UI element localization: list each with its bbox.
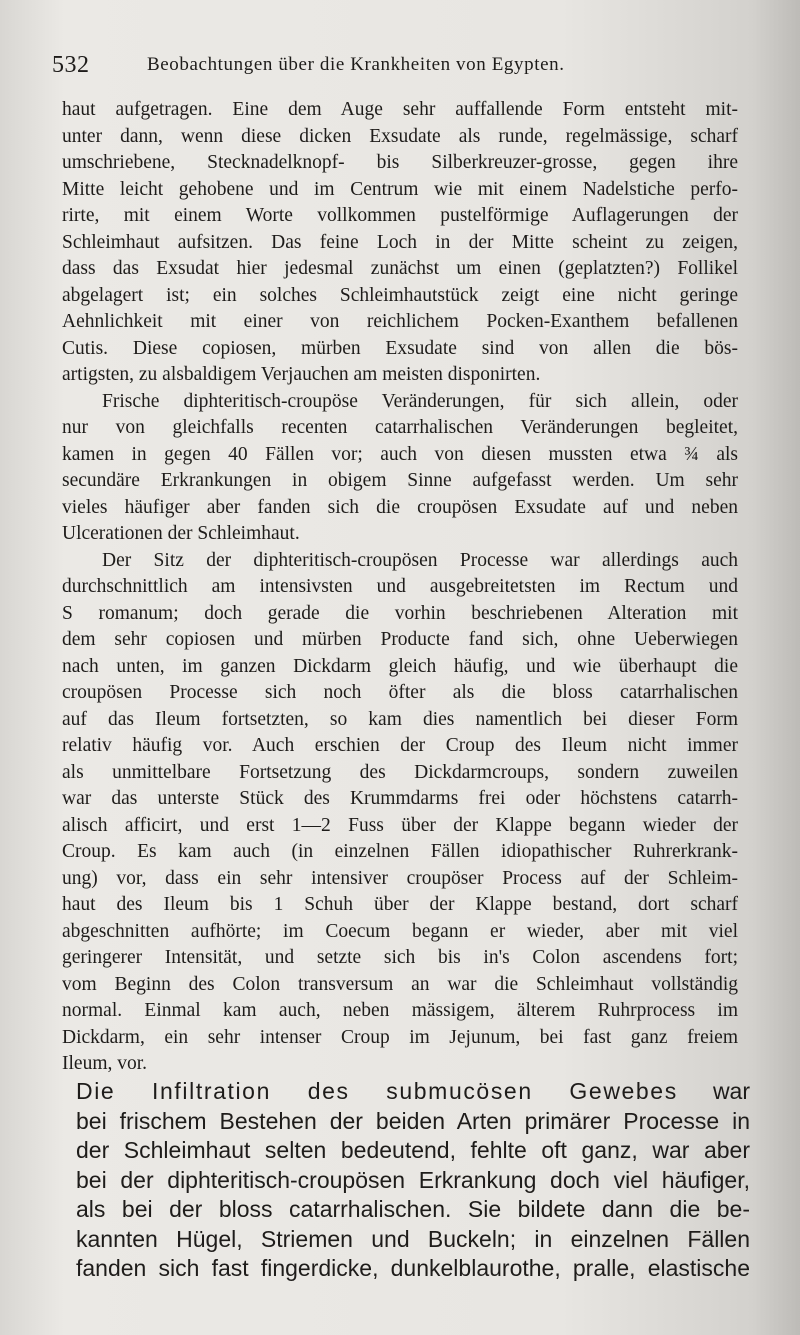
text-line: Dickdarm, ein sehr intenser Croup im Jejunum, bei fast ganz freiem (62, 1026, 738, 1048)
text-line: haut aufgetragen. Eine dem Auge sehr auffallende Form entsteht mit- (62, 99, 738, 120)
text-line: durchschnittlich am intensivsten und ausgebreitetsten im Rectum und (62, 576, 738, 597)
text-line: artigsten, zu alsbaldigem Verjauchen am meisten disponirten. (62, 364, 541, 385)
text-line: nach unten, im ganzen Dickdarm gleich häufig, und wie überhaupt die (62, 655, 738, 677)
body-text (62, 97, 738, 1078)
text-line: Aehnlichkeit mit einer von reichlichem Pocken-Exanthem befallenen (62, 311, 738, 332)
reworked-paragraph (76, 1077, 750, 1284)
reworked-line: bei der diphteritisch-croupösen Erkrankung doch viel häufiger, (76, 1166, 750, 1193)
text-line: alisch afficirt, und erst 1—2 Fuss über der Klappe begann wieder der (62, 814, 738, 836)
text-line: abgeschnitten aufhörte; im Coecum begann er wieder, aber mit viel (62, 920, 738, 942)
text-line: haut des Ileum bis 1 Schuh über der Klappe bestand, dort scharf (62, 894, 738, 915)
spaced-term: Infiltration des submucösen Gewebes (152, 1078, 678, 1104)
text-line: geringerer Intensität, und setzte sich bis in's Colon ascendens fort; (62, 947, 738, 968)
text-line: Schleimhaut aufsitzen. Das feine Loch in der Mitte scheint zu zeigen, (62, 231, 738, 253)
text-line: Cutis. Diese copiosen, mürben Exsudate sind von allen die bös- (62, 337, 738, 359)
text-line: als unmittelbare Fortsetzung des Dickdarmcroups, sondern zuweilen (62, 761, 738, 783)
reworked-line-1 (76, 1077, 750, 1107)
text-line: vom Beginn des Colon transversum an war die Schleimhaut vollständig (62, 973, 738, 995)
text-line: Ulcerationen der Schleimhaut. (62, 523, 300, 544)
text-line: war das unterste Stück des Krummdarms frei oder höchstens catarrh- (62, 788, 738, 809)
reworked-line: bei frischem Bestehen der beiden Arten primärer Processe in (76, 1107, 750, 1134)
text-line: ung) vor, dass ein sehr intensiver croupöser Process auf der Schleim- (62, 867, 738, 889)
text-line: S romanum; doch gerade die vorhin beschriebenen Alteration mit (62, 602, 738, 624)
reworked-line-1-tail: war (677, 1078, 751, 1104)
running-head: Beobachtungen über die Krankheiten von Egypten. (147, 54, 565, 75)
text-line: Mitte leicht gehobene und im Centrum wie mit einem Nadelstiche perfo- (62, 178, 738, 200)
text-line: vieles häufiger aber fanden sich die croupösen Exsudate auf und neben (62, 496, 738, 518)
text-line: auf das Ileum fortsetzten, so kam dies namentlich bei dieser Form (62, 708, 738, 730)
text-line: Der Sitz der diphteritisch-croupösen Processe war allerdings auch (102, 549, 738, 571)
text-line: normal. Einmal kam auch, neben mässigem, älterem Ruhrprocess im (62, 1000, 738, 1021)
text-line: croupösen Processe sich noch öfter als die bloss catarrhalischen (62, 682, 738, 703)
text-line: nur von gleichfalls recenten catarrhalischen Veränderungen begleitet, (62, 417, 738, 438)
text-line: relativ häufig vor. Auch erschien der Croup des Ileum nicht immer (62, 735, 738, 756)
page-number: 532 (52, 52, 90, 78)
text-line: Frische diphteritisch-croupöse Veränderungen, für sich allein, oder (102, 390, 738, 412)
text-line: abgelagert ist; ein solches Schleimhautstück zeigt eine nicht geringe (62, 284, 738, 306)
text-line: Croup. Es kam auch (in einzelnen Fällen idiopathischer Ruhrerkrank- (62, 841, 738, 862)
text-line: dem sehr copiosen und mürben Producte fand sich, ohne Ueberwiegen (62, 629, 738, 650)
text-line: rirte, mit einem Worte vollkommen pustelförmige Auflagerungen der (62, 205, 738, 226)
reworked-line: fanden sich fast fingerdicke, dunkelblaurothe, pralle, elastische (76, 1255, 750, 1281)
text-line: Ileum, vor. (62, 1053, 148, 1074)
text-line: kamen in gegen 40 Fällen vor; auch von diesen mussten etwa ¾ als (62, 443, 738, 465)
reworked-line: kannten Hügel, Striemen und Buckeln; in einzelnen Fällen (76, 1225, 750, 1252)
reworked-line-1-lead: Die (76, 1078, 153, 1104)
text-line: secundäre Erkrankungen in obigem Sinne aufgefasst werden. Um sehr (62, 470, 738, 491)
text-line: umschriebene, Stecknadelknopf- bis Silberkreuzer-grosse, gegen ihre (62, 152, 738, 173)
page-header (52, 52, 652, 82)
text-line: unter dann, wenn diese dicken Exsudate als runde, regelmässige, scharf (62, 125, 738, 147)
reworked-line: der Schleimhaut selten bedeutend, fehlte oft ganz, war aber (76, 1137, 750, 1163)
reworked-line: als bei der bloss catarrhalischen. Sie bildete dann die be- (76, 1196, 750, 1222)
text-line: dass das Exsudat hier jedesmal zunächst um einen (geplatzten?) Follikel (62, 258, 738, 279)
